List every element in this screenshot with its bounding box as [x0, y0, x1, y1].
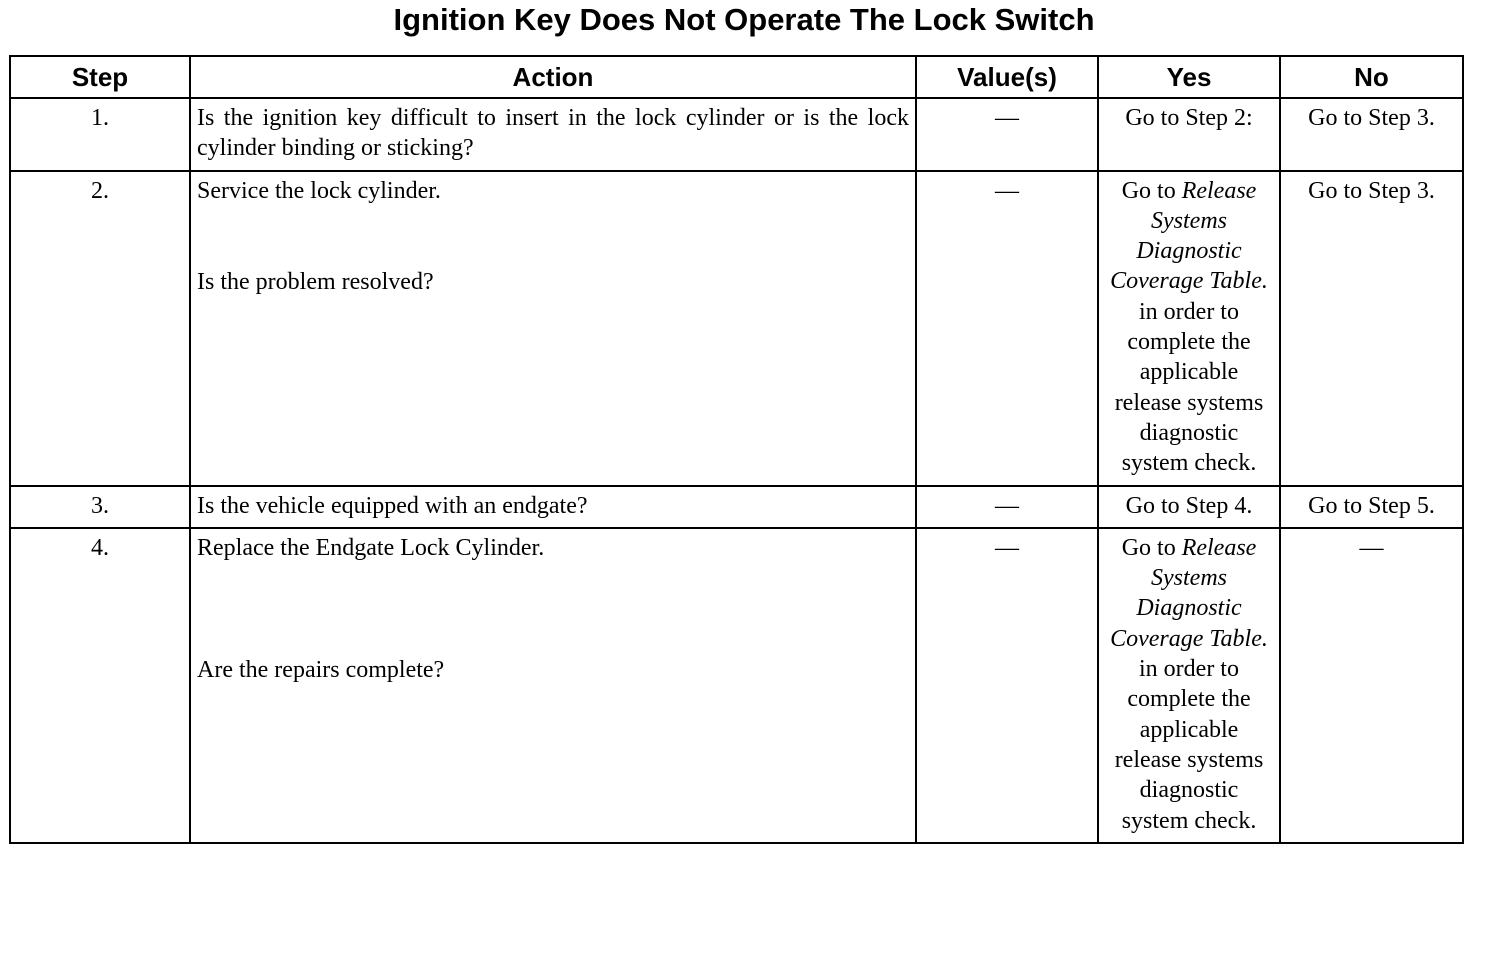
header-action: Action	[190, 56, 916, 98]
yes-suffix: in order to complete the applicable release systems diagnostic system check.	[1114, 656, 1264, 834]
action-cell	[190, 528, 916, 843]
value-text: —	[916, 486, 1098, 528]
table-row	[10, 171, 1463, 486]
action-question: Are the repairs complete?	[197, 657, 445, 684]
page-title: Ignition Key Does Not Operate The Lock Switch	[393, 2, 1095, 37]
action-question: Is the problem resolved?	[197, 268, 434, 295]
header-yes: Yes	[1098, 56, 1280, 98]
yes-prefix: Go to	[1121, 534, 1176, 561]
value-text: —	[916, 171, 1098, 486]
yes-cell	[1098, 171, 1280, 486]
action-instruction: Service the lock cylinder.	[197, 177, 441, 204]
step-number: 3.	[10, 486, 190, 528]
table-header-row	[10, 56, 1463, 98]
diagnostic-table	[9, 55, 1464, 844]
table-row	[10, 486, 1463, 528]
table-row	[10, 98, 1463, 171]
yes-cell	[1098, 528, 1280, 843]
action-instruction: Replace the Endgate Lock Cylinder.	[197, 534, 545, 561]
action-text: Is the vehicle equipped with an endgate?	[190, 486, 916, 528]
value-text: —	[916, 528, 1098, 843]
coverage-table-reference: Release Systems Diagnostic Coverage Table.	[1110, 534, 1268, 652]
yes-prefix: Go to	[1121, 177, 1176, 204]
step-number: 1.	[10, 98, 190, 171]
header-values: Value(s)	[916, 56, 1098, 98]
step-number: 2.	[10, 171, 190, 486]
table-row	[10, 528, 1463, 843]
no-text: Go to Step 3.	[1280, 98, 1463, 171]
step-number: 4.	[10, 528, 190, 843]
header-no: No	[1280, 56, 1463, 98]
action-cell	[190, 171, 916, 486]
no-text: Go to Step 5.	[1280, 486, 1463, 528]
yes-text: Go to Step 2:	[1098, 98, 1280, 171]
yes-text: Go to Step 4.	[1098, 486, 1280, 528]
value-text: —	[916, 98, 1098, 171]
coverage-table-reference: Release Systems Diagnostic Coverage Table.	[1110, 177, 1268, 295]
no-text: Go to Step 3.	[1280, 171, 1463, 486]
no-text: —	[1280, 528, 1463, 843]
yes-suffix: in order to complete the applicable release systems diagnostic system check.	[1114, 298, 1264, 477]
header-step: Step	[10, 56, 190, 98]
action-text: Is the ignition key difficult to insert in the lock cylinder or is the lock cylinder binding or sticking?	[190, 98, 916, 171]
